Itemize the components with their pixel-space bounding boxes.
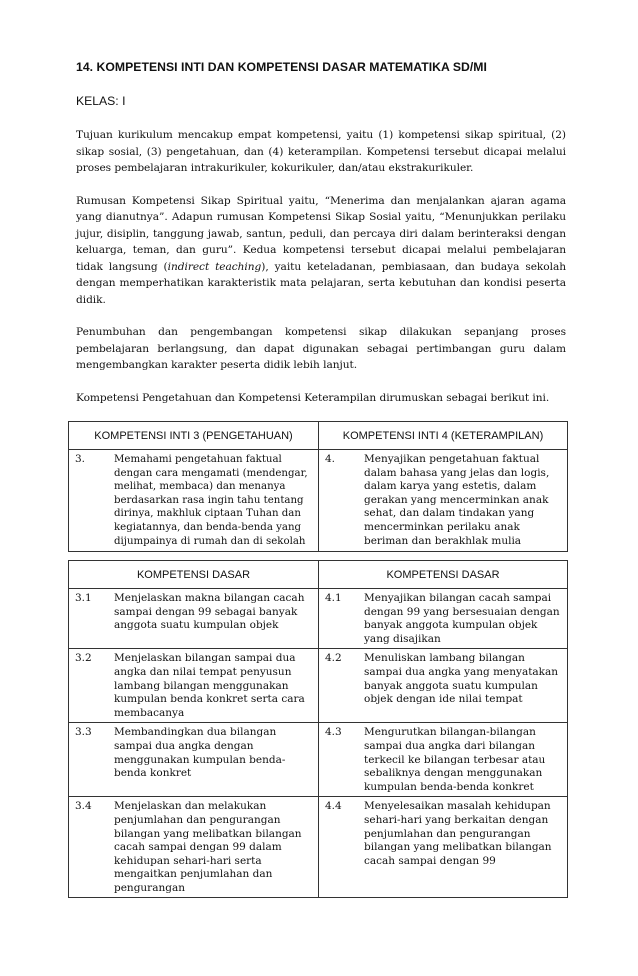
table-header-row <box>69 561 568 589</box>
row-number: 4. <box>319 450 362 552</box>
cell-text: Menjelaskan dan melakukan penjumlahan dan pengurangan bilangan yang melibatkan bilangan cacah sampai dengan 99 dalam kehidupan sehari-hari serta mengaitkan penjumlahan dan pengurangan <box>111 797 319 898</box>
cell-text: Menuliskan lambang bilangan sampai dua angka yang menyatakan banyak anggota suatu kumpulan objek dengan ide nilai tempat <box>361 649 568 723</box>
cell-text: Membandingkan dua bilangan sampai dua angka dengan menggunakan kumpulan benda-benda konkret <box>111 723 319 797</box>
table-header-row <box>69 422 568 450</box>
section-heading: 14. KOMPETENSI INTI DAN KOMPETENSI DASAR MATEMATIKA SD/MI <box>76 60 487 74</box>
cell-text: Mengurutkan bilangan-bilangan sampai dua angka dari bilangan terkecil ke bilangan terbesar atau sebaliknya dengan menggunakan kumpulan benda-benda konkret <box>361 723 568 797</box>
row-number: 4.3 <box>319 723 362 797</box>
row-number: 3.2 <box>69 649 112 723</box>
paragraph-curriculum-goal: Tujuan kurikulum mencakup empat kompetensi, yaitu (1) kompetensi sikap spiritual, (2) sikap sosial, (3) pengetahuan, dan (4) keterampilan. Kompetensi tersebut dicapai melalui proses pembelajaran intrakurikuler, kokurikuler, dan/atau ekstrakurikuler. <box>76 129 566 174</box>
paragraph-text: Rumusan Kompetensi Sikap Spiritual yaitu, “Menerima dan menjalankan ajaran agama yang dianutnya”. Adapun rumusan Kompetensi Sikap Sosial yaitu, “Menunjukkan perilaku jujur, disiplin, tanggung jawab, santun, peduli, dan percaya diri dalam berinteraksi dengan keluarga, teman, dan guru”. Kedua kompetensi tersebut dicapai melalui pembelajaran tidak langsung ( <box>76 194 566 273</box>
table-header-ki3: KOMPETENSI INTI 3 (PENGETAHUAN) <box>69 422 319 450</box>
paragraph-knowledge-skill-intro: Kompetensi Pengetahuan dan Kompetensi Keterampilan dirumuskan sebagai berikut ini. <box>76 391 550 404</box>
row-number: 3.4 <box>69 797 112 898</box>
paragraph-text: ), yaitu keteladanan, pembiasaan, dan budaya sekolah dengan memperhatikan karakteristik mata pelajaran, serta kebutuhan dan kondisi peserta didik. <box>76 260 567 306</box>
table-row <box>69 723 568 797</box>
cell-text: Menyajikan pengetahuan faktual dalam bahasa yang jelas dan logis, dalam karya yang estetis, dalam gerakan yang mencerminkan anak sehat, dan dalam tindakan yang mencerminkan perilaku anak beriman dan berakhlak mulia <box>361 450 568 552</box>
table-row <box>69 450 568 552</box>
row-number: 4.4 <box>319 797 362 898</box>
cell-text: Menyajikan bilangan cacah sampai dengan 99 yang bersesuaian dengan banyak anggota kumpulan objek yang disajikan <box>361 589 568 649</box>
row-number: 3. <box>69 450 112 552</box>
table-row <box>69 797 568 898</box>
class-label: KELAS: I <box>76 94 126 108</box>
core-competence-table <box>68 421 568 552</box>
table-row <box>69 589 568 649</box>
table-header-kd-right: KOMPETENSI DASAR <box>319 561 568 589</box>
basic-competence-table <box>68 560 568 898</box>
table-row <box>69 649 568 723</box>
row-number: 4.1 <box>319 589 362 649</box>
table-header-kd-left: KOMPETENSI DASAR <box>69 561 319 589</box>
italic-term: indirect teaching <box>167 260 262 273</box>
paragraph-attitude-competence <box>76 193 566 309</box>
paragraph-attitude-development: Penumbuhan dan pengembangan kompetensi sikap dilakukan sepanjang proses pembelajaran berlangsung, dan dapat digunakan sebagai pertimbangan guru dalam mengembangkan karakter peserta didik lebih lanjut. <box>76 326 566 371</box>
cell-text: Menjelaskan makna bilangan cacah sampai dengan 99 sebagai banyak anggota suatu kumpulan objek <box>111 589 319 649</box>
row-number: 4.2 <box>319 649 362 723</box>
document-page <box>76 60 566 898</box>
cell-text: Memahami pengetahuan faktual dengan cara mengamati (mendengar, melihat, membaca) dan menanya berdasarkan rasa ingin tahu tentang dirinya, makhluk ciptaan Tuhan dan kegiatannya, dan benda-benda yang dijumpainya di rumah dan di sekolah <box>111 450 319 552</box>
cell-text: Menjelaskan bilangan sampai dua angka dan nilai tempat penyusun lambang bilangan menggunakan kumpulan benda konkret serta cara membacanya <box>111 649 319 723</box>
row-number: 3.3 <box>69 723 112 797</box>
cell-text: Menyelesaikan masalah kehidupan sehari-hari yang berkaitan dengan penjumlahan dan pengurangan bilangan yang melibatkan bilangan cacah sampai dengan 99 <box>361 797 568 898</box>
row-number: 3.1 <box>69 589 112 649</box>
table-header-ki4: KOMPETENSI INTI 4 (KETERAMPILAN) <box>319 422 568 450</box>
